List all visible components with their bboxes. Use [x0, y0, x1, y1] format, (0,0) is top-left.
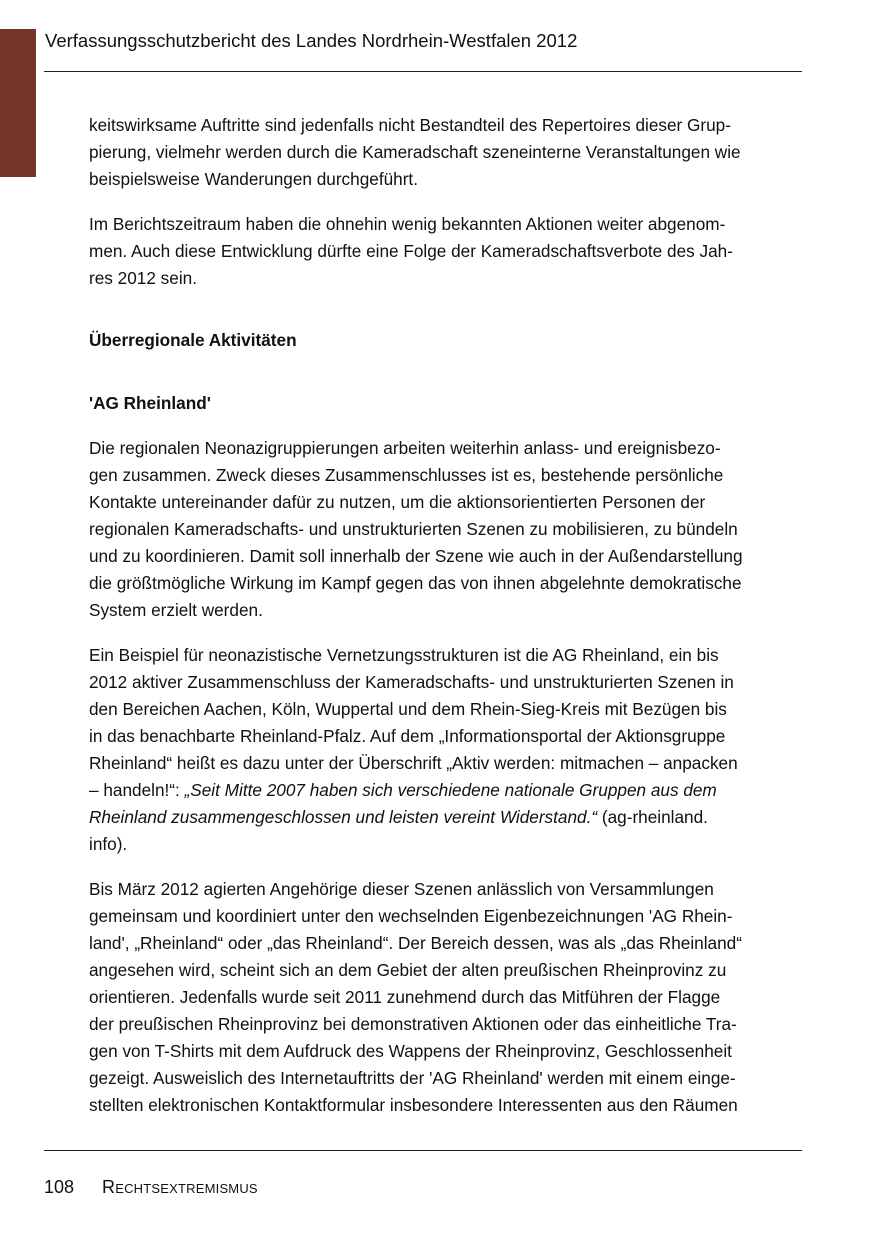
header-divider	[44, 71, 802, 72]
source-reference: (ag-rheinland.	[597, 807, 708, 827]
page-body	[89, 112, 804, 1137]
paragraph-3	[89, 435, 804, 624]
text-line: Kontakte untereinander dafür zu nutzen, um die aktionsorientierten Personen der	[89, 492, 706, 512]
text-line: stellten elektronischen Kontaktformular insbesondere Interessenten aus den Räumen	[89, 1095, 738, 1115]
text-line: gen von T-Shirts mit dem Aufdruck des Wappens der Rheinprovinz, Geschlossenheit	[89, 1041, 732, 1061]
text-run: – handeln!“:	[89, 780, 185, 800]
text-line: pierung, vielmehr werden durch die Kameradschaft szeneinterne Veranstaltungen wie	[89, 142, 741, 162]
paragraph-5	[89, 876, 804, 1119]
paragraph-1	[89, 112, 804, 193]
text-line: der preußischen Rheinprovinz bei demonstrativen Aktionen oder das einheitliche Tra-	[89, 1014, 737, 1034]
text-line: res 2012 sein.	[89, 268, 197, 288]
section-title: Rechtsextremismus	[102, 1177, 258, 1197]
text-line: Die regionalen Neonazigruppierungen arbeiten weiterhin anlass- und ereignisbezo-	[89, 438, 721, 458]
text-line: Ein Beispiel für neonazistische Vernetzungsstrukturen ist die AG Rheinland, ein bis	[89, 645, 719, 665]
page-number: 108	[44, 1177, 75, 1197]
footer-divider	[44, 1150, 802, 1151]
text-line: land', „Rheinland“ oder „das Rheinland“. Der Bereich dessen, was als „das Rheinland“	[89, 933, 742, 953]
section-heading: Überregionale Aktivitäten	[89, 330, 297, 350]
text-line: die größtmögliche Wirkung im Kampf gegen das von ihnen abgelehnte demokratische	[89, 573, 742, 593]
quote-text: Rheinland zusammengeschlossen und leisten vereint Widerstand.“	[89, 807, 598, 827]
subsection-heading: 'AG Rheinland'	[89, 393, 211, 413]
text-line: orientieren. Jedenfalls wurde seit 2011 zunehmend durch das Mitführen der Flagge	[89, 987, 721, 1007]
text-line: regionalen Kameradschafts- und unstrukturierten Szenen zu mobilisieren, zu bündeln	[89, 519, 738, 539]
paragraph-4	[89, 642, 804, 858]
text-line-mixed	[89, 777, 804, 804]
text-line-mixed	[89, 804, 804, 831]
text-line: angesehen wird, scheint sich an dem Gebiet der alten preußischen Rheinprovinz zu	[89, 960, 727, 980]
text-line: den Bereichen Aachen, Köln, Wuppertal und dem Rhein-Sieg-Kreis mit Bezügen bis	[89, 699, 727, 719]
text-line: und zu koordinieren. Damit soll innerhalb der Szene wie auch in der Außendarstellung	[89, 546, 743, 566]
text-line: gen zusammen. Zweck dieses Zusammenschlusses ist es, bestehende persönliche	[89, 465, 724, 485]
quote-text: „Seit Mitte 2007 haben sich verschiedene nationale Gruppen aus dem	[184, 780, 717, 800]
text-line: gemeinsam und koordiniert unter den wechselnden Eigenbezeichnungen 'AG Rhein-	[89, 906, 733, 926]
chapter-color-tab	[0, 29, 36, 177]
text-line: men. Auch diese Entwicklung dürfte eine Folge der Kameradschaftsverbote des Jah-	[89, 241, 733, 261]
text-line: Im Berichtszeitraum haben die ohnehin wenig bekannten Aktionen weiter abgenom-	[89, 214, 726, 234]
text-line: in das benachbarte Rheinland-Pfalz. Auf dem „Informationsportal der Aktionsgruppe	[89, 726, 726, 746]
text-line: Rheinland“ heißt es dazu unter der Überschrift „Aktiv werden: mitmachen – anpacken	[89, 753, 738, 773]
running-header: Verfassungsschutzbericht des Landes Nordrhein-Westfalen 2012	[45, 30, 578, 51]
paragraph-2	[89, 211, 804, 292]
text-line: System erzielt werden.	[89, 600, 263, 620]
text-line: keitswirksame Auftritte sind jedenfalls nicht Bestandteil des Repertoires dieser Grup-	[89, 115, 731, 135]
text-line: beispielsweise Wanderungen durchgeführt.	[89, 169, 418, 189]
text-line: 2012 aktiver Zusammenschluss der Kameradschafts- und unstrukturierten Szenen in	[89, 672, 734, 692]
text-line: gezeigt. Ausweislich des Internetauftritts der 'AG Rheinland' werden mit einem einge-	[89, 1068, 736, 1088]
text-line: info).	[89, 834, 128, 854]
text-line: Bis März 2012 agierten Angehörige dieser Szenen anlässlich von Versammlungen	[89, 879, 714, 899]
